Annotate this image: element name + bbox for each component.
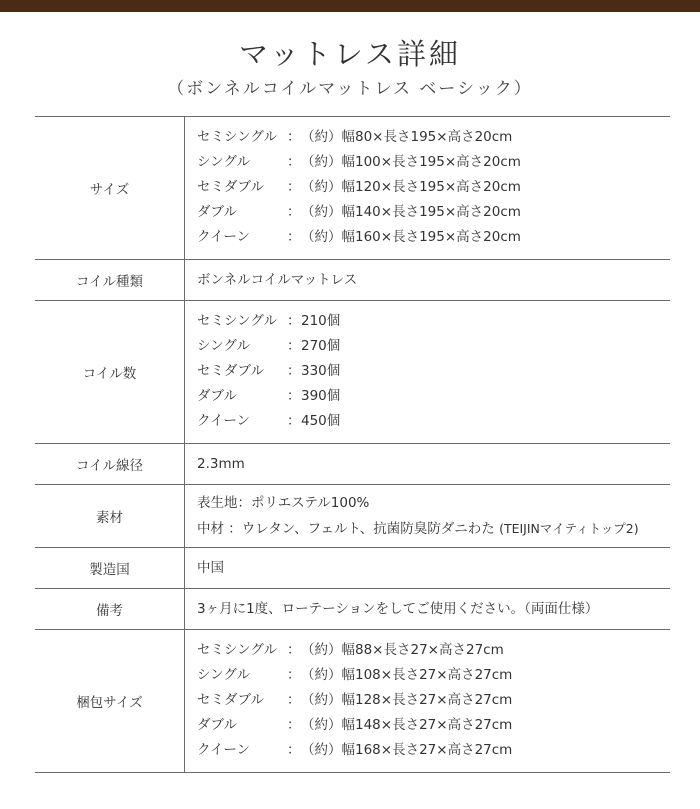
package-line bbox=[197, 738, 670, 763]
coil-count-line bbox=[197, 359, 670, 384]
size-sep: ： bbox=[287, 179, 301, 195]
row-value-coil-count bbox=[185, 301, 671, 444]
package-value: （約）幅108×長さ27×高さ27cm bbox=[301, 667, 513, 683]
coil-count-name: セミシングル bbox=[197, 313, 277, 329]
package-line bbox=[197, 638, 670, 663]
coil-count-value: 450個 bbox=[301, 413, 341, 429]
coil-count-line bbox=[197, 384, 670, 409]
row-value-material bbox=[185, 485, 671, 548]
row-value-package-size bbox=[185, 630, 671, 773]
coil-count-name: シングル bbox=[197, 338, 250, 354]
package-value: （約）幅88×長さ27×高さ27cm bbox=[301, 642, 504, 658]
row-label-coil-wire: コイル線径 bbox=[35, 444, 185, 485]
coil-count-value: 390個 bbox=[301, 388, 341, 404]
coil-count-sep: ： bbox=[287, 313, 301, 329]
notes-value: 3ヶ月に1度、ローテーションをしてご使用ください。（両面仕様） bbox=[197, 601, 599, 617]
size-sep: ： bbox=[287, 229, 301, 245]
package-name: セミシングル bbox=[197, 642, 277, 658]
coil-count-sep: ： bbox=[287, 363, 301, 379]
table-row-material bbox=[35, 485, 670, 548]
row-label-coil-count: コイル数 bbox=[35, 301, 185, 444]
row-label-package-size: 梱包サイズ bbox=[35, 630, 185, 773]
coil-count-sep: ： bbox=[287, 388, 301, 404]
row-value-notes bbox=[185, 589, 671, 630]
coil-type-value: ボンネルコイルマットレス bbox=[197, 272, 358, 288]
coil-count-value: 270個 bbox=[301, 338, 341, 354]
coil-count-line bbox=[197, 409, 670, 434]
size-value: （約）幅140×長さ195×高さ20cm bbox=[301, 204, 521, 220]
size-value: （約）幅120×長さ195×高さ20cm bbox=[301, 179, 521, 195]
origin-value: 中国 bbox=[197, 560, 224, 576]
table-row-coil-type bbox=[35, 260, 670, 301]
row-value-origin bbox=[185, 548, 671, 589]
size-sep: ： bbox=[287, 204, 301, 220]
size-line bbox=[197, 225, 670, 250]
package-name: ダブル bbox=[197, 717, 237, 733]
table-row-size bbox=[35, 117, 670, 260]
material-line-2 bbox=[197, 516, 670, 541]
row-label-size: サイズ bbox=[35, 117, 185, 260]
package-value: （約）幅148×長さ27×高さ27cm bbox=[301, 717, 513, 733]
size-name: セミシングル bbox=[197, 129, 277, 145]
package-line bbox=[197, 688, 670, 713]
coil-count-sep: ： bbox=[287, 338, 301, 354]
page-subtitle: （ボンネルコイルマットレス ベーシック） bbox=[167, 79, 533, 99]
package-value: （約）幅168×長さ27×高さ27cm bbox=[301, 742, 513, 758]
coil-count-name: クイーン bbox=[197, 413, 251, 429]
size-line bbox=[197, 150, 670, 175]
size-name: セミダブル bbox=[197, 179, 264, 195]
row-value-coil-wire bbox=[185, 444, 671, 485]
row-label-origin: 製造国 bbox=[35, 548, 185, 589]
material-line-2-note: (TEIJINマイティトップ2) bbox=[499, 521, 639, 536]
material-line-2-main: 中材 ：ウレタン、フェルト、抗菌防臭防ダニわた bbox=[197, 521, 495, 537]
package-sep: ： bbox=[287, 742, 301, 758]
package-name: クイーン bbox=[197, 742, 251, 758]
size-name: ダブル bbox=[197, 204, 237, 220]
row-value-size bbox=[185, 117, 671, 260]
row-value-coil-type bbox=[185, 260, 671, 301]
size-sep: ： bbox=[287, 129, 301, 145]
size-sep: ： bbox=[287, 154, 301, 170]
package-line bbox=[197, 663, 670, 688]
coil-count-value: 330個 bbox=[301, 363, 341, 379]
package-sep: ： bbox=[287, 667, 301, 683]
table-row-package-size bbox=[35, 630, 670, 773]
row-label-notes: 備考 bbox=[35, 589, 185, 630]
table-row-notes bbox=[35, 589, 670, 630]
size-line bbox=[197, 200, 670, 225]
coil-count-line bbox=[197, 334, 670, 359]
coil-count-name: セミダブル bbox=[197, 363, 264, 379]
coil-wire-value: 2.3mm bbox=[197, 456, 245, 472]
top-brown-bar bbox=[0, 0, 700, 12]
coil-count-value: 210個 bbox=[301, 313, 341, 329]
size-value: （約）幅100×長さ195×高さ20cm bbox=[301, 154, 521, 170]
package-sep: ： bbox=[287, 692, 301, 708]
package-sep: ： bbox=[287, 717, 301, 733]
page-title: マットレス詳細 bbox=[239, 37, 461, 71]
material-line-1: 表生地：ポリエステル100% bbox=[197, 495, 370, 511]
size-line bbox=[197, 175, 670, 200]
coil-count-sep: ： bbox=[287, 413, 301, 429]
row-label-coil-type: コイル種類 bbox=[35, 260, 185, 301]
table-row-origin bbox=[35, 548, 670, 589]
size-line bbox=[197, 125, 670, 150]
coil-count-line bbox=[197, 309, 670, 334]
table-row-coil-wire bbox=[35, 444, 670, 485]
table-row-coil-count bbox=[35, 301, 670, 444]
package-line bbox=[197, 713, 670, 738]
row-label-material: 素材 bbox=[35, 485, 185, 548]
size-value: （約）幅80×長さ195×高さ20cm bbox=[301, 129, 513, 145]
size-name: シングル bbox=[197, 154, 250, 170]
package-name: シングル bbox=[197, 667, 250, 683]
package-sep: ： bbox=[287, 642, 301, 658]
size-name: クイーン bbox=[197, 229, 251, 245]
coil-count-name: ダブル bbox=[197, 388, 237, 404]
spec-table bbox=[35, 116, 670, 773]
size-value: （約）幅160×長さ195×高さ20cm bbox=[301, 229, 521, 245]
package-name: セミダブル bbox=[197, 692, 264, 708]
package-value: （約）幅128×長さ27×高さ27cm bbox=[301, 692, 513, 708]
